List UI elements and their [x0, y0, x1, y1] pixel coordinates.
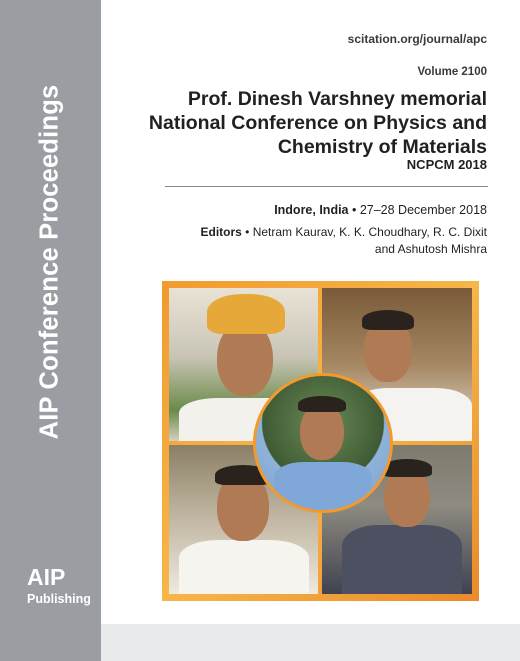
venue-line — [274, 203, 487, 217]
title-divider — [165, 186, 488, 187]
suit-shape — [342, 525, 462, 594]
shirt-shape — [179, 540, 309, 594]
aip-publishing-label: Publishing — [27, 592, 91, 606]
turban-shape — [207, 294, 285, 334]
photo-center-circle — [253, 373, 393, 513]
hair-shape — [362, 310, 414, 330]
volume-number: Volume 2100 — [417, 66, 487, 78]
editors-line — [187, 224, 487, 258]
footer-band — [101, 624, 520, 661]
series-title: AIP Conference Proceedings — [35, 84, 64, 440]
venue-location: Indore, India — [274, 203, 349, 217]
conference-acronym: NCPCM 2018 — [406, 157, 487, 172]
photo-collage — [162, 281, 479, 601]
conference-title: Prof. Dinesh Varshney memorial National Conference on Physics and Chemistry of Materials — [148, 88, 487, 158]
shirt-shape — [274, 462, 372, 512]
venue-dates: • 27–28 December 2018 — [348, 203, 487, 217]
editors-label: Editors — [200, 225, 242, 239]
aip-logo: AIP — [27, 564, 66, 590]
editors-names: • Netram Kaurav, K. K. Choudhary, R. C. Dixit and Ashutosh Mishra — [241, 225, 487, 256]
cover-spine — [0, 0, 101, 661]
hair-shape — [298, 396, 346, 412]
journal-url[interactable]: scitation.org/journal/apc — [347, 32, 487, 46]
